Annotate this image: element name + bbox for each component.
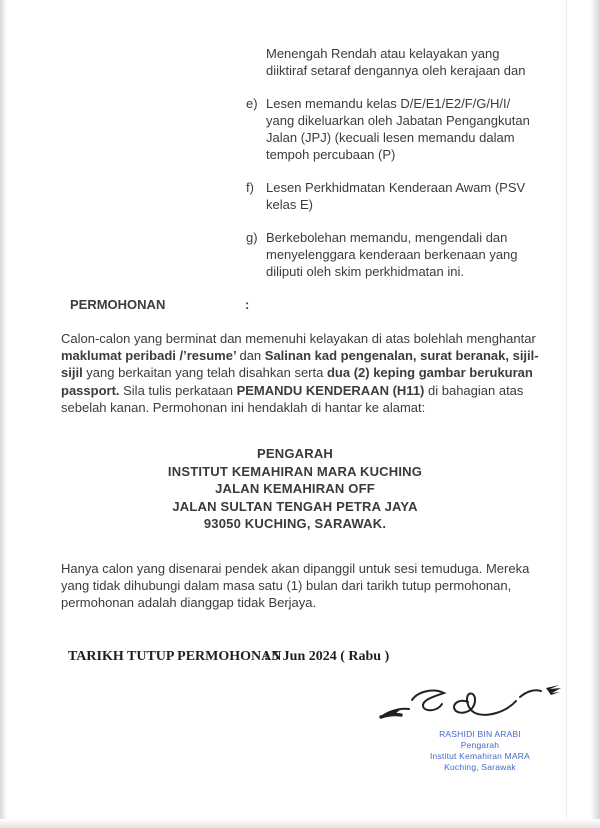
permohonan-heading [70,297,390,312]
qualification-line: diiktiraf setaraf dengannya oleh kerajaan dan [266,63,526,78]
qualification-line: Berkebolehan memandu, mengendali dan [266,230,508,245]
qualification-intro [246,45,556,79]
signatory-org: Institut Kemahiran MARA [429,751,531,761]
scan-edge-bottom [0,819,600,828]
application-paragraph [61,330,547,416]
scan-edge-left [0,0,8,828]
qualification-item-g [246,229,556,280]
scan-edge-right [590,0,600,828]
paragraph-segment: di bahagian atas sebelah kanan. Permohonan ini hendaklah di hantar ke alamat: [61,382,524,415]
qualification-item-f [246,179,556,213]
qualification-item-e [246,95,556,163]
paragraph-segment-bold: maklumat peribadi /’resume’ [61,348,240,364]
address-line: JALAN SULTAN TENGAH PETRA JAYA [172,498,418,514]
paragraph-segment-bold: PEMANDU KENDERAAN (H11) [236,382,428,398]
paragraph-segment: Calon-calon yang berminat dan memenuhi kelayakan di atas bolehlah menghantar [61,331,536,346]
paragraph-segment-bold: dua (2) keping gambar berukuran passport. [61,365,533,398]
permohonan-label: PERMOHONAN [70,297,166,312]
closing-date-value: : 5 Jun 2024 ( Rabu ) [264,649,390,664]
list-letter: f) [246,180,254,195]
paragraph-segment: Sila tulis perkataan [123,382,237,398]
address-line: 93050 KUCHING, SARAWAK. [203,516,387,531]
signature-ink [376,684,588,734]
qualification-line: Menengah Rendah atau kelayakan yang [266,46,500,61]
signatory-name: RASHIDI BIN ARABI [439,729,521,739]
qualification-line: yang dikeluarkan oleh Jabatan Pengangkutan [266,113,530,128]
qualification-line: Lesen memandu kelas D/E/E1/E2/F/G/H/I/ [266,96,511,111]
address-line: INSTITUT KEMAHIRAN MARA KUCHING [167,463,423,479]
signatory-title: Pengarah [460,740,500,750]
address-line: PENGARAH [257,446,333,461]
mailing-address [0,445,590,533]
list-letter: e) [246,96,258,111]
signatory-location: Kuching, Sarawak [444,762,516,772]
paragraph-segment: yang berkaitan yang telah disahkan serta [86,365,327,381]
list-letter: g) [246,230,258,245]
shortlist-paragraph: Hanya calon yang disenarai pendek akan dipanggil untuk sesi temuduga. Mereka yang tidak dihubungi dalam masa satu (1) bulan dari tarikh tutup permohonan, permohonan adalah dianggap tidak Berjaya. [61,561,530,611]
qualification-line: kelas E) [266,197,313,212]
closing-date-row [68,649,488,665]
list-letter [246,45,266,79]
paragraph-segment: dan [239,348,265,364]
qualification-list [246,45,556,280]
paragraph-segment-bold: Salinan kad pengenalan, surat beranak, sijil-sijil [61,348,539,381]
permohonan-colon: : [245,297,250,312]
qualification-line: Jalan (JPJ) (kecuali lesen memandu dalam [266,130,515,145]
qualification-line: Lesen Perkhidmatan Kenderaan Awam (PSV [266,180,526,195]
qualification-line: menyelenggara kenderaan berkenaan yang [266,247,518,262]
address-line: JALAN KEMAHIRAN OFF [215,481,375,496]
qualification-line: diliputi oleh skim perkhidmatan ini. [266,264,464,279]
qualification-line: tempoh percubaan (P) [266,147,396,162]
closing-date-label: TARIKH TUTUP PERMOHONAN [68,649,282,664]
signatory-stamp [388,729,572,773]
